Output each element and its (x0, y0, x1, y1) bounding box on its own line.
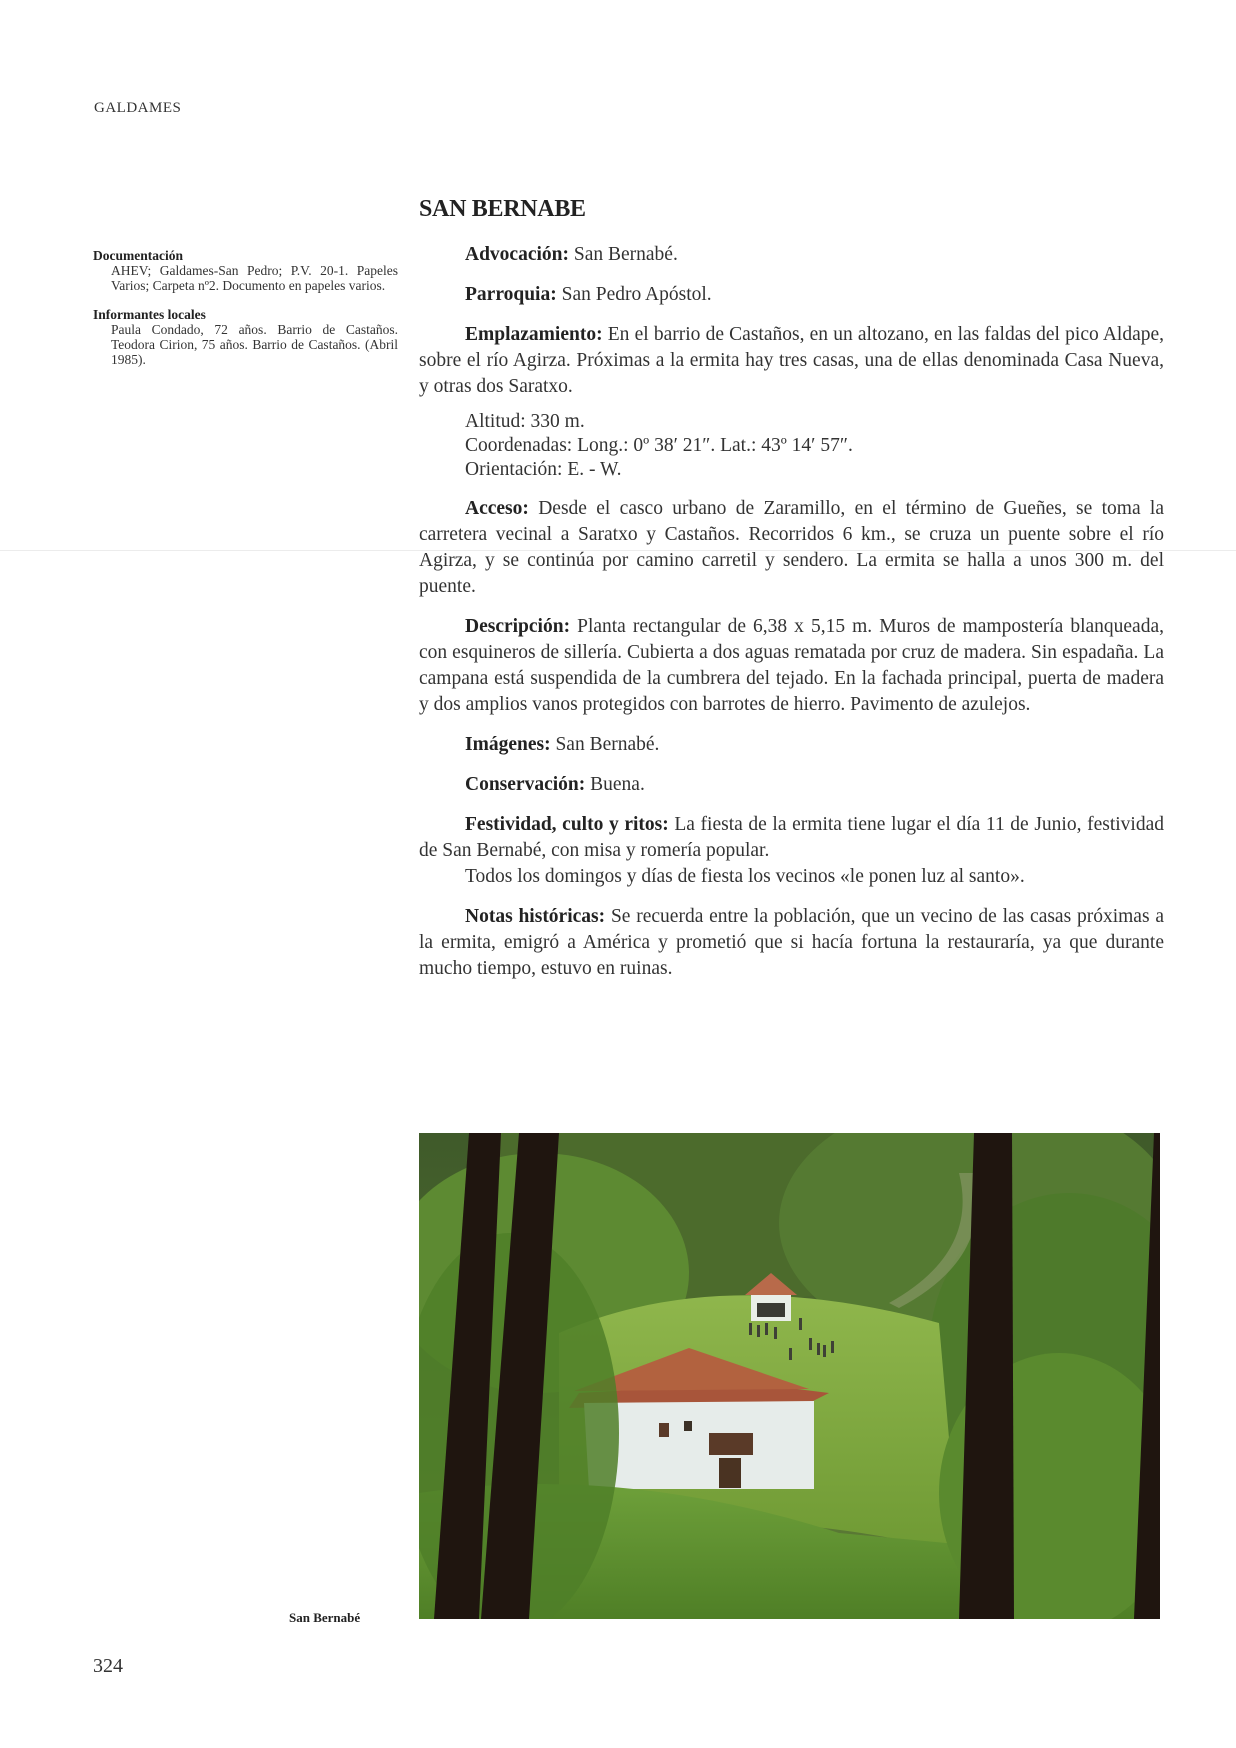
photo-san-bernabe (419, 1133, 1160, 1619)
informantes-text: Paula Condado, 72 años. Barrio de Castaños. Teodora Cirion, 75 años. Barrio de Castaños. (Abril 1985). (111, 322, 398, 367)
advocacion-label: Advocación: (465, 244, 569, 265)
notas-label: Notas históricas: (465, 906, 606, 927)
running-head: GALDAMES (94, 100, 182, 116)
descripcion-paragraph (419, 614, 1164, 718)
notas-text: Se recuerda entre la población, que un vecino de las casas próximas a la ermita, emigró a América y prometió que si hacía fortuna la restauraría, ya que durante mucho tiempo, estuvo en ruinas. (419, 906, 1165, 979)
emplazamiento-label: Emplazamiento: (465, 324, 603, 345)
advocacion-text: San Bernabé. (573, 244, 678, 265)
page-title: SAN BERNABE (419, 196, 586, 222)
parroquia-paragraph (419, 282, 1164, 308)
imagenes-text: San Bernabé. (555, 734, 660, 755)
emplazamiento-text: En el barrio de Castaños, en un altozano, en las faldas del pico Aldape, sobre el río Agirza. Próximas a la ermita hay tres casas, una de ellas denominada Casa Nueva, y otras dos Saratxo. (419, 324, 1165, 397)
conservacion-label: Conservación: (465, 774, 586, 795)
sidebar-notes (93, 248, 398, 381)
imagenes-label: Imágenes: (465, 734, 551, 755)
festividad-label: Festividad, culto y ritos: (465, 814, 669, 835)
coordenadas: Coordenadas: Long.: 0º 38′ 21″. Lat.: 43º 14′ 57″. (465, 435, 853, 456)
photo-caption: San Bernabé (289, 1610, 361, 1625)
informantes-heading: Informantes locales (93, 307, 206, 322)
conservacion-paragraph (419, 772, 1164, 798)
emplazamiento-paragraph (419, 322, 1164, 400)
festividad-paragraph (419, 812, 1164, 864)
acceso-paragraph (419, 496, 1164, 600)
advocacion-paragraph (419, 242, 1164, 268)
descripcion-text: Planta rectangular de 6,38 x 5,15 m. Muros de mampostería blanqueada, con esquineros de sillería. Cubierta a dos aguas rematada por cruz de madera. Sin espadaña. La campana está suspendida de la cumbrera del tejado. En la fachada principal, puerta de madera y dos amplios vanos protegidos con barrotes de hierro. Pavimento de azulejos. (419, 616, 1164, 715)
festividad-extra: Todos los domingos y días de fiesta los vecinos «le ponen luz al santo». (465, 866, 1025, 887)
descripcion-label: Descripción: (465, 616, 571, 637)
page-number: 324 (93, 1655, 123, 1677)
acceso-label: Acceso: (465, 498, 529, 519)
imagenes-paragraph (419, 732, 1164, 758)
orientacion: Orientación: E. - W. (465, 459, 622, 480)
documentacion-heading: Documentación (93, 248, 183, 263)
notas-paragraph (419, 904, 1164, 982)
parroquia-text: San Pedro Apóstol. (561, 284, 712, 305)
location-stats (465, 410, 1164, 482)
landscape-illustration (419, 1133, 1160, 1619)
main-content (419, 196, 1164, 996)
acceso-text: Desde el casco urbano de Zaramillo, en el término de Gueñes, se toma la carretera vecinal a Saratxo y Castaños. Recorridos 6 km., se cruza un puente sobre el río Agirza, y se continúa por camino carretil y sendero. La ermita se halla a unos 300 m. del puente. (419, 498, 1165, 597)
parroquia-label: Parroquia: (465, 284, 557, 305)
conservacion-text: Buena. (590, 774, 645, 795)
documentacion-text: AHEV; Galdames-San Pedro; P.V. 20-1. Papeles Varios; Carpeta nº2. Documento en papeles varios. (111, 263, 398, 293)
altitud: Altitud: 330 m. (465, 411, 585, 432)
festividad-text: La fiesta de la ermita tiene lugar el día 11 de Junio, festividad de San Bernabé, con misa y romería popular. (419, 814, 1164, 861)
